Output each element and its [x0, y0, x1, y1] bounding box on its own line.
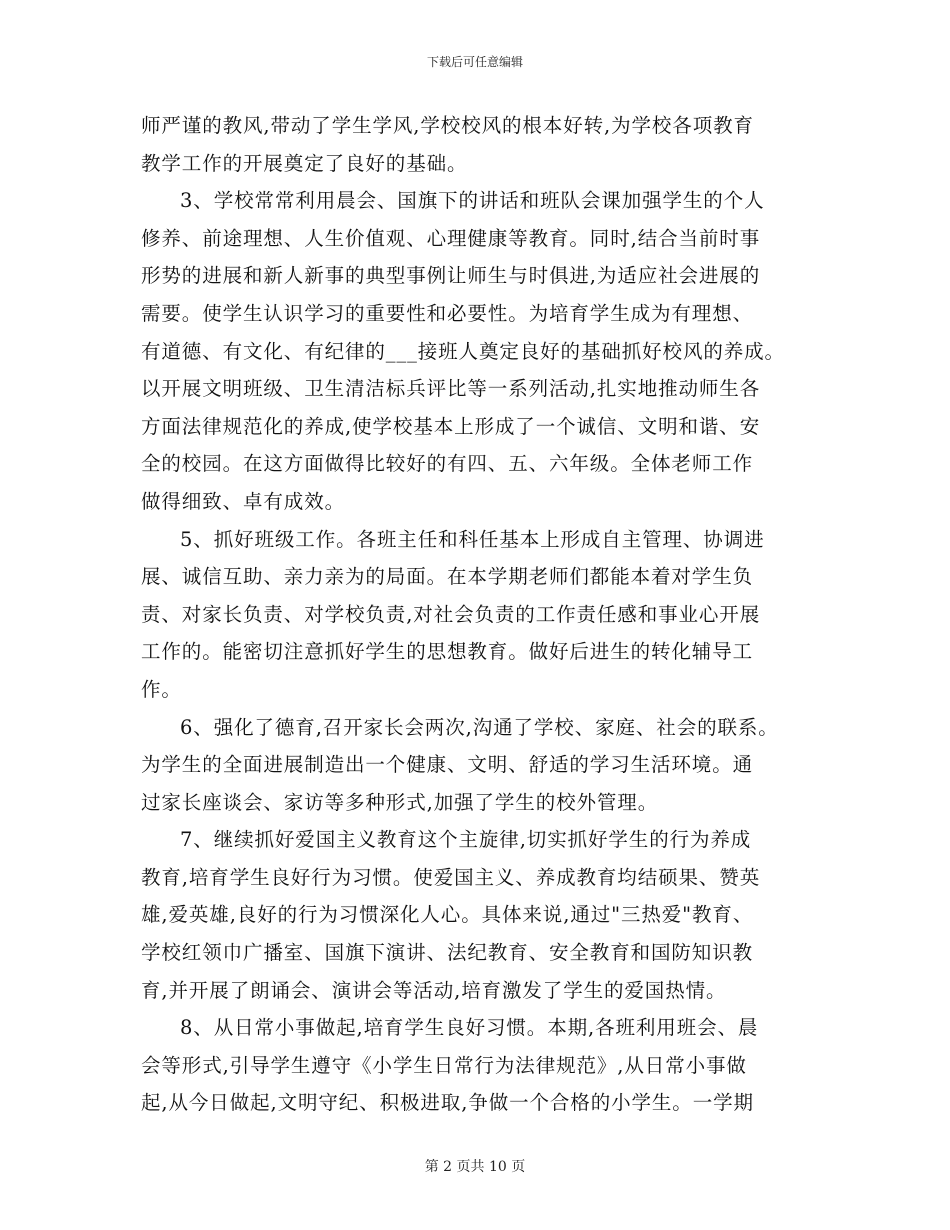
text-line: 形势的进展和新人新事的典型事例让师生与时俱进,为适应社会进展的 — [141, 264, 761, 288]
text-line: 6、强化了德育,召开家长会两次,沟通了学校、家庭、社会的联系。 — [180, 715, 779, 739]
text-line: 需要。使学生认识学习的重要性和必要性。为培育学生成为有理想、 — [141, 301, 754, 325]
page-header: 下载后可任意编辑 — [426, 55, 523, 69]
text-line: 有道德、有文化、有纪律的___接班人奠定良好的基础抓好校风的养成。 — [141, 339, 785, 363]
text-line: 8、从日常小事做起,培育学生良好习惯。本期,各班利用班会、晨 — [180, 1016, 759, 1040]
text-line: 师严谨的教风,带动了学生学风,学校校风的根本好转,为学校各项教育 — [141, 114, 754, 137]
text-line: 3、学校常常利用晨会、国旗下的讲话和班队会课加强学生的个人 — [180, 189, 765, 213]
text-line: 育,并开展了朗诵会、演讲会等活动,培育激发了学生的爱国热情。 — [141, 978, 727, 1002]
text-line: 做得细致、卓有成效。 — [141, 489, 346, 513]
text-line: 作。 — [141, 677, 182, 701]
text-line: 雄,爱英雄,良好的行为习惯深化人心。具体来说,通过"三热爱"教育、 — [141, 903, 754, 927]
text-line: 展、诚信互助、亲力亲为的局面。在本学期老师们都能本着对学生负 — [141, 565, 754, 589]
document-body — [141, 107, 821, 1122]
text-line: 学校红领巾广播室、国旗下演讲、法纪教育、安全教育和国防知识教 — [141, 941, 754, 965]
text-line: 7、继续抓好爱国主义教育这个主旋律,切实抓好学生的行为养成 — [180, 828, 752, 852]
page-footer: 第 2 页共 10 页 — [424, 1159, 526, 1175]
text-line: 起,从今日做起,文明守纪、积极进取,争做一个合格的小学生。一学期 — [141, 1091, 754, 1115]
text-line: 全的校园。在这方面做得比较好的有四、五、六年级。全体老师工作 — [141, 452, 754, 476]
text-line: 5、抓好班级工作。各班主任和科任基本上形成自主管理、协调进 — [180, 527, 765, 551]
text-line: 责、对家长负责、对学校负责,对社会负责的工作责任感和事业心开展 — [141, 602, 761, 626]
text-line: 方面法律规范化的养成,使学校基本上形成了一个诚信、文明和谐、安 — [141, 414, 761, 438]
text-line: 过家长座谈会、家访等多种形式,加强了学生的校外管理。 — [141, 790, 659, 814]
text-line: 以开展文明班级、卫生清洁标兵评比等一系列活动,扎实地推动师生各 — [141, 377, 761, 401]
text-line: 教育,培育学生良好行为习惯。使爱国主义、养成教育均结硕果、赞英 — [141, 865, 761, 889]
text-line: 工作的。能密切注意抓好学生的思想教育。做好后进生的转化辅导工 — [141, 640, 754, 664]
text-line: 会等形式,引导学生遵守《小学生日常行为法律规范》,从日常小事做 — [141, 1053, 747, 1077]
text-line: 为学生的全面进展制造出一个健康、文明、舒适的学习生活环境。通 — [141, 753, 754, 777]
text-line: 教学工作的开展奠定了良好的基础。 — [141, 151, 468, 175]
text-line: 修养、前途理想、人生价值观、心理健康等教育。同时,结合当前时事 — [141, 226, 761, 250]
